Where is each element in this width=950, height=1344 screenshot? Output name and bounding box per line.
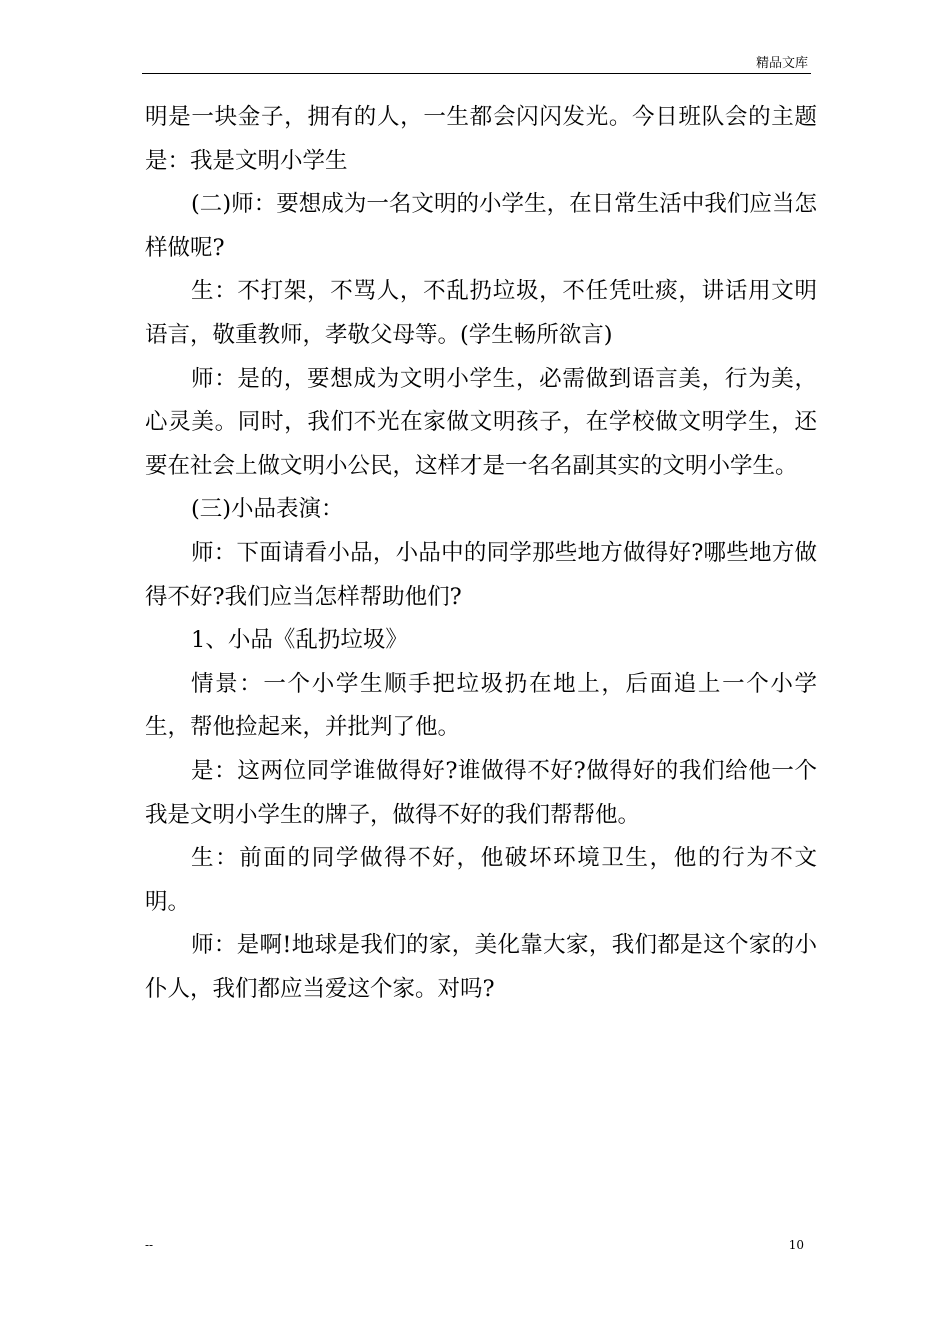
sketch-title: 1、小品《乱扔垃圾》 xyxy=(191,627,408,654)
paragraph: 师：是啊!地球是我们的家，美化靠大家，我们都是这个家的小仆人，我们都应当爱这个家。对吗? xyxy=(145,932,817,1002)
paragraph: 情景：一个小学生顺手把垃圾扔在地上，后面追上一个小学生，帮他捡起来，并批判了他。 xyxy=(145,670,817,741)
paragraph: 生：前面的同学做得不好，他破坏环境卫生，他的行为不文明。 xyxy=(145,845,817,915)
page-number: 10 xyxy=(788,1238,804,1252)
footer-marker: -- xyxy=(145,1238,154,1252)
paragraph: 是：这两位同学谁做得好?谁做得不好?做得好的我们给他一个我是文明小学生的牌子，做得不好的我们帮帮他。 xyxy=(145,757,817,828)
header-label: 精品文库 xyxy=(755,56,808,71)
paragraph: 明是一块金子，拥有的人，一生都会闪闪发光。今日班队会的主题是：我是文明小学生 xyxy=(145,104,817,174)
paragraph: 师：是的，要想成为文明小学生，必需做到语言美，行为美，心灵美。同时，我们不光在家做文明孩子，在学校做文明学生，还要在社会上做文明小公民，这样才是一名名副其实的文明小学生。 xyxy=(145,365,817,479)
section-heading: (三)小品表演： xyxy=(191,496,344,523)
document-body xyxy=(145,96,817,1011)
paragraph: (二)师：要想成为一名文明的小学生，在日常生活中我们应当怎样做呢? xyxy=(145,191,817,261)
header-divider xyxy=(142,73,811,74)
paragraph: 生：不打架，不骂人，不乱扔垃圾，不任凭吐痰，讲话用文明语言，敬重教师，孝敬父母等。(学生畅所欲言) xyxy=(145,278,817,348)
paragraph: 师：下面请看小品，小品中的同学那些地方做得好?哪些地方做得不好?我们应当怎样帮助他们? xyxy=(145,539,817,610)
